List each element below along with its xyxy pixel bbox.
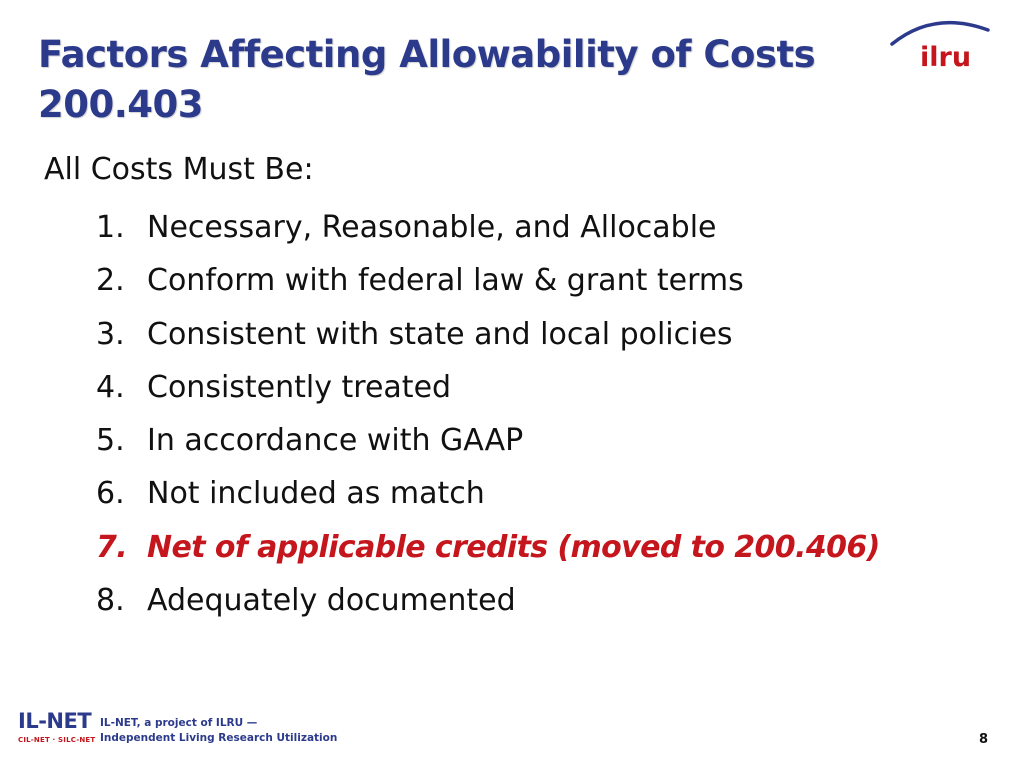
il-net-logo-subtext: CIL-NET · SILC-NET xyxy=(18,736,96,744)
list-item-text: Net of applicable credits (moved to 200.406) xyxy=(147,529,880,565)
ilru-logo-icon xyxy=(884,14,994,74)
il-net-logo xyxy=(18,710,95,744)
intro-text: All Costs Must Be: xyxy=(44,152,314,187)
list-item xyxy=(96,364,880,417)
list-item-text: Conform with federal law & grant terms xyxy=(147,263,744,299)
il-net-logo-text: IL-NET xyxy=(18,709,92,733)
slide-title-line-1: Factors Affecting Allowability of Costs xyxy=(38,33,816,76)
list-item xyxy=(96,577,880,630)
footer-tagline-line-1: IL-NET, a project of ILRU — xyxy=(100,717,258,729)
list-item-number: 8. xyxy=(96,583,125,619)
list-item-number: 6. xyxy=(96,476,125,512)
slide-title-line-2: 200.403 xyxy=(38,83,204,126)
list-item-number: 1. xyxy=(96,210,125,245)
list-item-number: 7. xyxy=(96,529,128,565)
list-item-text: Necessary, Reasonable, and Allocable xyxy=(147,210,717,245)
list-item xyxy=(96,470,880,523)
list-item-text: Consistently treated xyxy=(147,369,452,405)
list-item-number: 2. xyxy=(96,263,125,299)
list-item-number: 4. xyxy=(96,369,125,405)
list-item-number: 5. xyxy=(96,423,125,459)
list-item xyxy=(96,257,880,310)
footer-tagline-line-2: Independent Living Research Utilization xyxy=(100,732,338,744)
list-item-number: 3. xyxy=(96,316,125,352)
list-item-text: In accordance with GAAP xyxy=(147,423,524,459)
slide-title xyxy=(38,30,898,130)
footer-tagline xyxy=(100,716,337,746)
list-item-text: Not included as match xyxy=(147,476,485,512)
list-item-highlighted xyxy=(96,524,880,577)
criteria-list xyxy=(96,204,880,630)
ilru-logo-text: ilru xyxy=(920,42,972,73)
list-item-text: Consistent with state and local policies xyxy=(147,316,733,352)
list-item xyxy=(96,311,880,364)
page-number: 8 xyxy=(978,732,988,747)
list-item xyxy=(96,204,880,257)
list-item-text: Adequately documented xyxy=(147,583,516,619)
list-item xyxy=(96,417,880,470)
